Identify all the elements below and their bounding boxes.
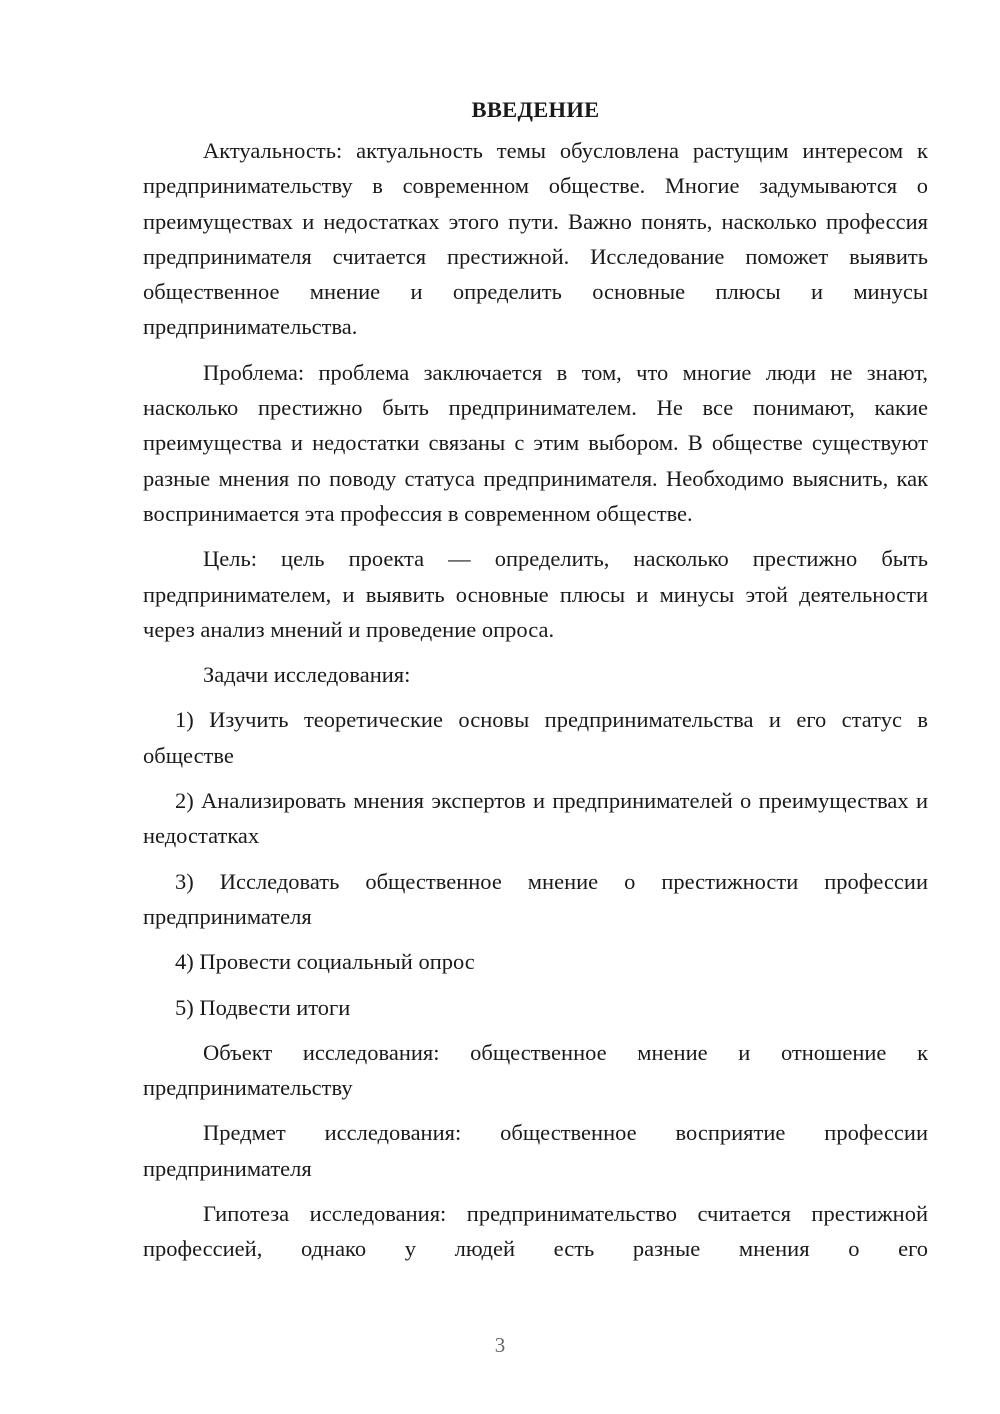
paragraph-relevance: Актуальность: актуальность темы обусловлена растущим интересом к предпринимательству в современном обществе. Многие задумываются о преимуществах и недостатках этого пути. Важно понять, насколько профессия предпринимателя считается престижной. Исследование поможет выявить общественное мнение и определить основные плюсы и минусы предпринимательства. xyxy=(143,138,928,340)
task-item-5: 5) Подвести итоги xyxy=(175,994,351,1020)
task-item-1: 1) Изучить теоретические основы предпринимательства и его статус в обществе xyxy=(143,707,928,768)
paragraph-object: Объект исследования: общественное мнение и отношение к предпринимательству xyxy=(143,1039,928,1101)
document-page xyxy=(143,92,928,1267)
section-title: ВВЕДЕНИЕ xyxy=(471,97,600,122)
paragraph-goal: Цель: цель проекта — определить, насколько престижно быть предпринимателем, и выявить основные плюсы и минусы этой деятельности через анализ мнений и проведение опроса. xyxy=(143,546,928,642)
paragraph-subject: Предмет исследования: общественное восприятие профессии предпринимателя xyxy=(143,1120,928,1181)
paragraph-tasks-heading: Задачи исследования: xyxy=(203,662,411,688)
task-item-4: 4) Провести социальный опрос xyxy=(175,949,475,975)
page-number: 3 xyxy=(494,1333,506,1357)
paragraph-problem: Проблема: проблема заключается в том, что многие люди не знают, насколько престижно быть предпринимателем. Не все понимают, какие преимущества и недостатки связаны с этим выбором. В обществе существуют разные мнения по поводу статуса предпринимателя. Необходимо выяснить, как воспринимается эта профессия в современном обществе. xyxy=(143,359,928,526)
task-item-2: 2) Анализировать мнения экспертов и предпринимателей о преимуществах и недостатках xyxy=(143,788,928,849)
task-item-3: 3) Исследовать общественное мнение о престижности профессии предпринимателя xyxy=(143,868,928,929)
paragraph-hypothesis: Гипотеза исследования: предпринимательство считается престижной профессией, однако у людей есть разные мнения о его xyxy=(143,1201,928,1262)
